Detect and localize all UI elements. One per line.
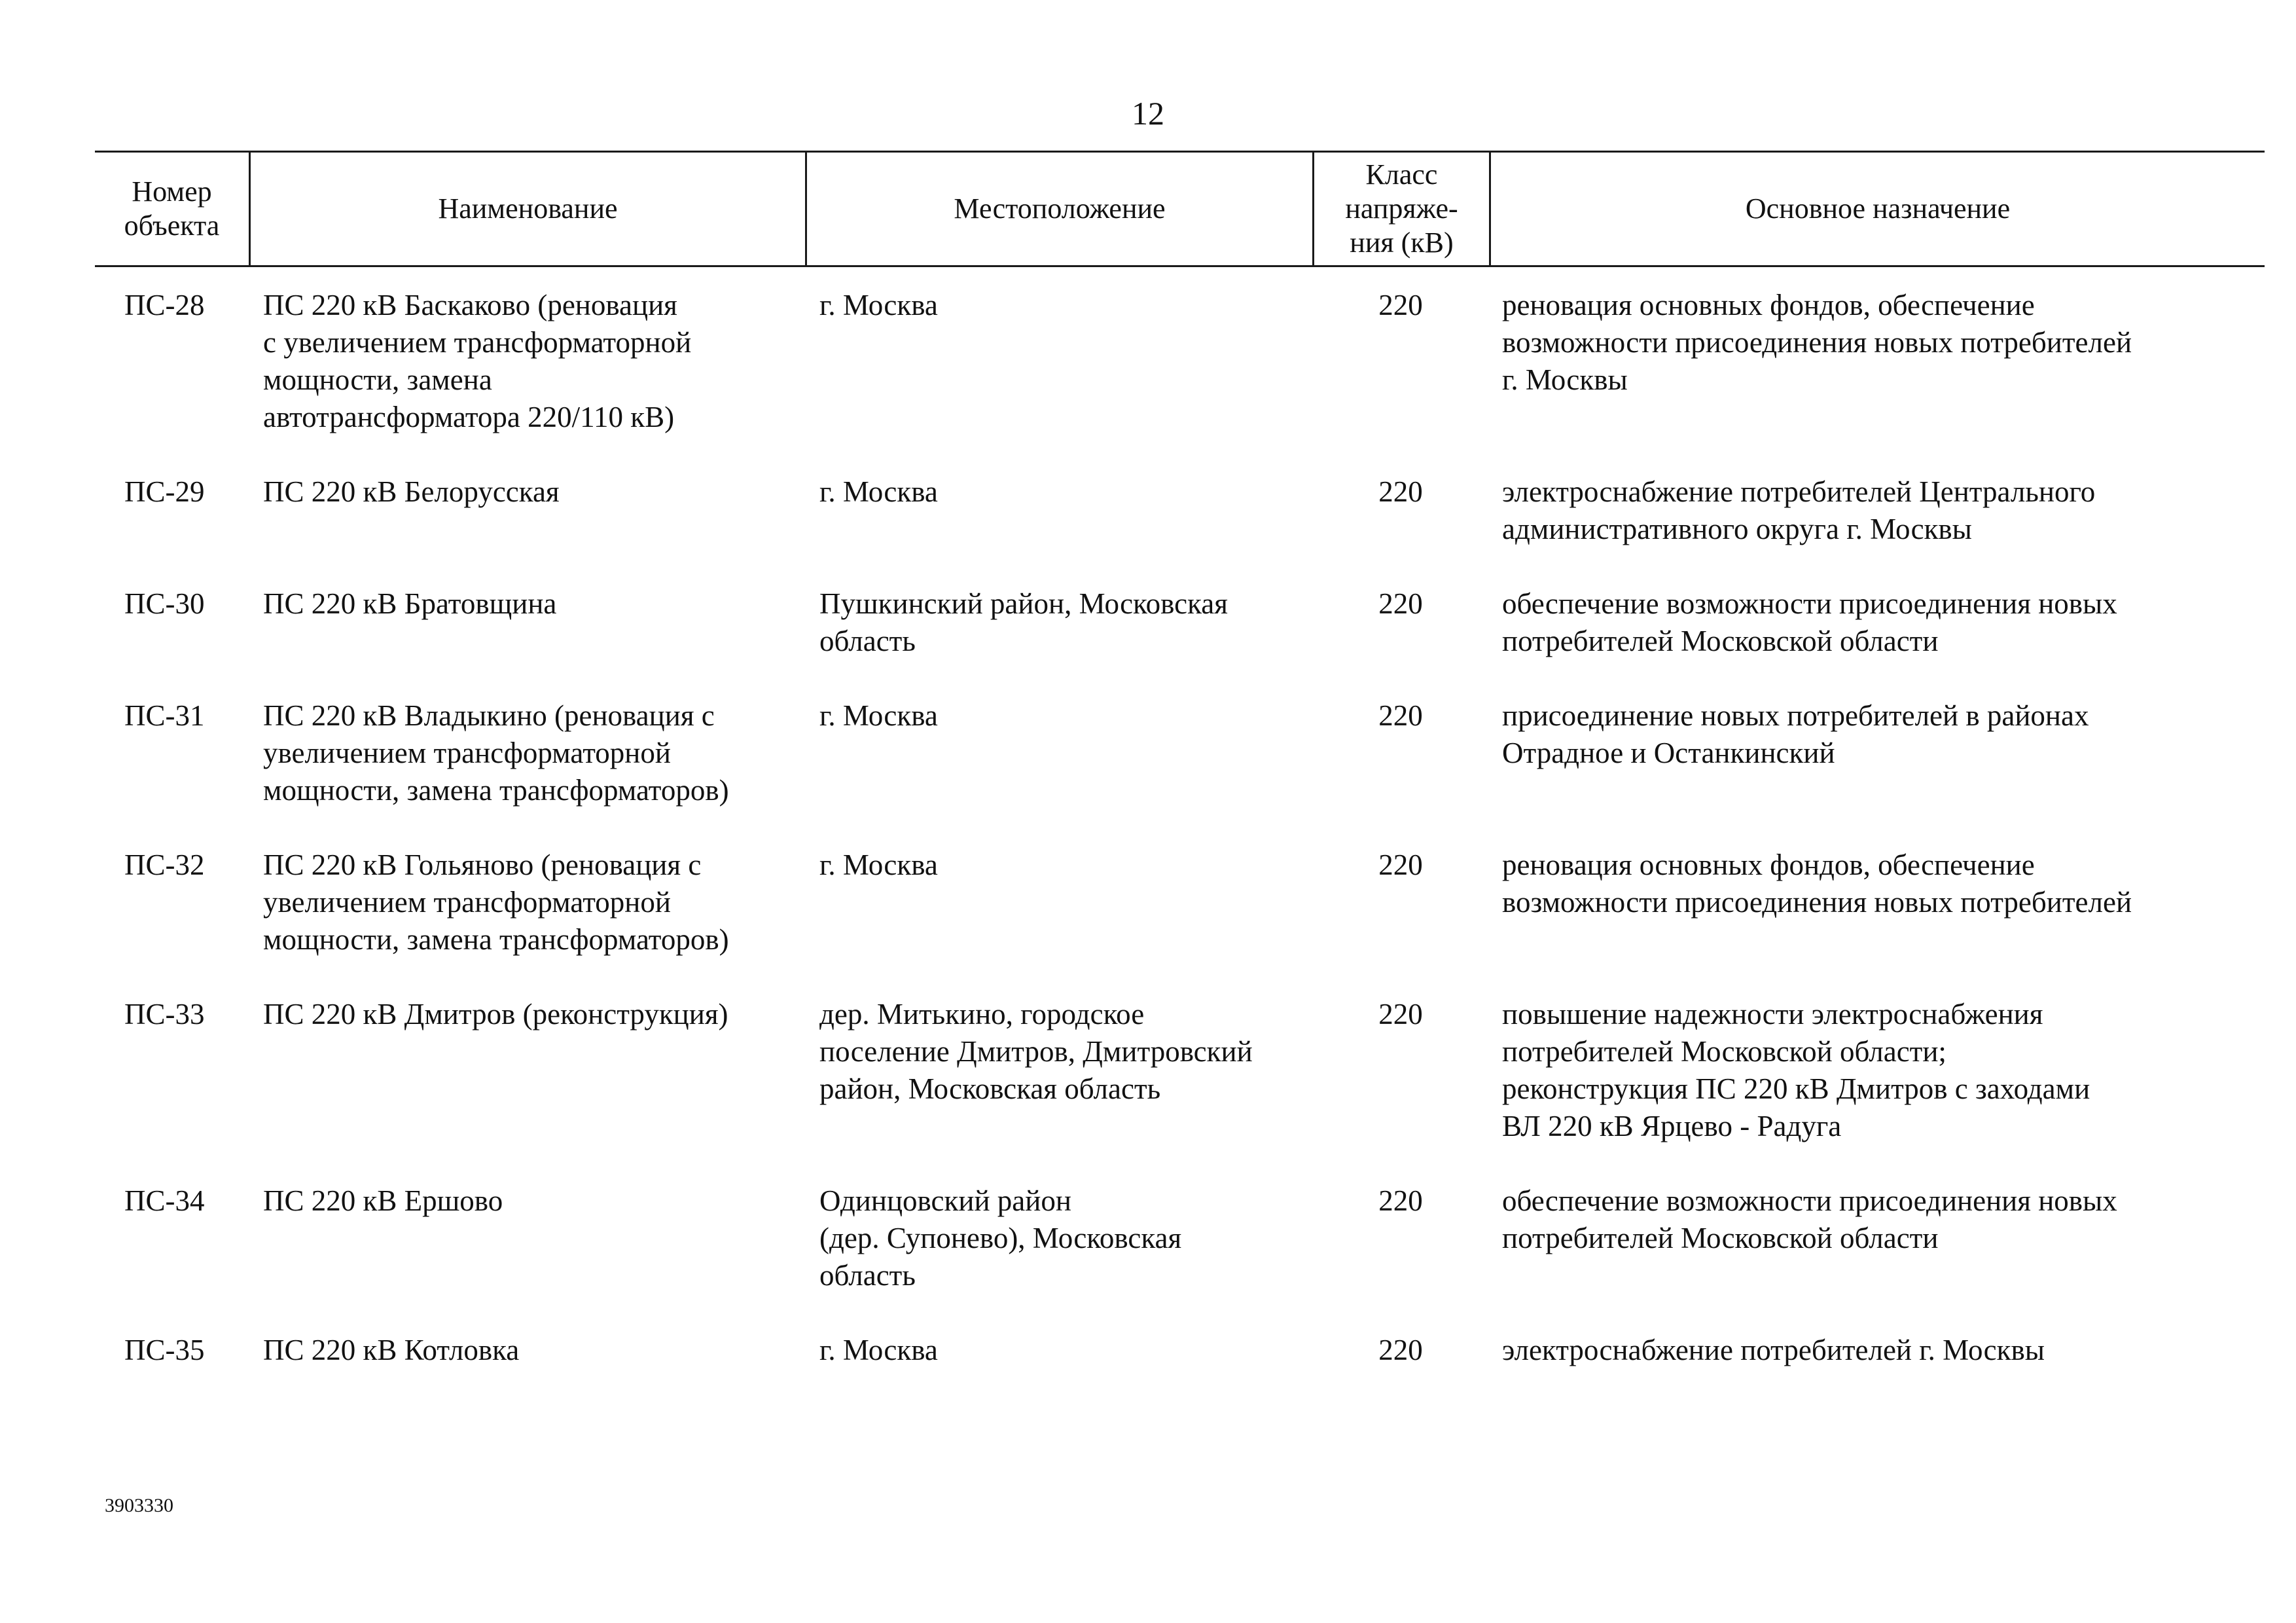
table-header [95,151,2265,267]
header-name: Наименование [249,153,805,265]
object-number: ПС-31 [124,699,205,732]
object-number: ПС-28 [124,289,205,321]
object-number: ПС-29 [124,475,205,508]
object-name: ПС 220 кВ Белорусская [263,475,560,508]
object-purpose: реновация основных фондов, обеспечение возможности присоединения новых потребителей г. Москвы [1502,289,2132,396]
object-purpose: обеспечение возможности присоединения новых потребителей Московской области [1502,587,2117,657]
table-body [95,267,2265,1369]
object-name: ПС 220 кВ Дмитров (реконструкция) [263,998,728,1030]
object-location: г. Москва [819,699,938,732]
objects-table [95,151,2265,1406]
header-purpose: Основное назначение [1489,153,2265,265]
table-row [95,287,2265,436]
object-location: дер. Митькино, городское поселение Дмитров, Дмитровский район, Московская область [819,998,1253,1105]
object-number: ПС-33 [124,998,205,1030]
object-voltage: 220 [1378,998,1423,1030]
object-voltage: 220 [1378,1184,1423,1217]
table-row [95,697,2265,809]
table-row [95,1182,2265,1294]
object-location: г. Москва [819,1334,938,1366]
object-purpose: присоединение новых потребителей в районах Отрадное и Останкинский [1502,699,2089,769]
object-name: ПС 220 кВ Гольяново (реновация с увеличением трансформаторной мощности, замена трансформаторов) [263,848,729,956]
header-number: Номер объекта [124,175,220,242]
object-number: ПС-34 [124,1184,205,1217]
document-code: 3903330 [105,1495,173,1516]
table-row [95,473,2265,548]
object-purpose: электроснабжение потребителей г. Москвы [1502,1334,2045,1366]
table-row [95,1332,2265,1369]
object-purpose: повышение надежности электроснабжения потребителей Московской области; реконструкция ПС 220 кВ Дмитров с заходами ВЛ 220 кВ Ярцево - Радуга [1502,998,2090,1142]
table-row [95,996,2265,1145]
object-voltage: 220 [1378,475,1423,508]
object-name: ПС 220 кВ Владыкино (реновация с увеличением трансформаторной мощности, замена трансформаторов) [263,699,729,807]
object-number: ПС-30 [124,587,205,620]
object-number: ПС-35 [124,1334,205,1366]
object-voltage: 220 [1378,587,1423,620]
object-location: г. Москва [819,848,938,881]
header-location: Местоположение [805,153,1312,265]
object-voltage: 220 [1378,1334,1423,1366]
object-name: ПС 220 кВ Котловка [263,1334,520,1366]
object-number: ПС-32 [124,848,205,881]
object-name: ПС 220 кВ Братовщина [263,587,557,620]
object-name: ПС 220 кВ Ершово [263,1184,503,1217]
object-location: г. Москва [819,475,938,508]
table-row [95,847,2265,958]
object-name: ПС 220 кВ Баскаково (реновация с увеличением трансформаторной мощности, замена автотрансформатора 220/110 кВ) [263,289,692,433]
object-voltage: 220 [1378,289,1423,321]
page-number: 12 [1132,95,1164,132]
header-voltage: Класс напряже- ния (кВ) [1312,153,1489,265]
object-purpose: реновация основных фондов, обеспечение возможности присоединения новых потребителей [1502,848,2132,919]
object-location: г. Москва [819,289,938,321]
object-purpose: обеспечение возможности присоединения новых потребителей Московской области [1502,1184,2117,1254]
object-location: Одинцовский район (дер. Супонево), Московская область [819,1184,1182,1292]
object-voltage: 220 [1378,848,1423,881]
table-row [95,585,2265,660]
object-voltage: 220 [1378,699,1423,732]
object-location: Пушкинский район, Московская область [819,587,1228,657]
object-purpose: электроснабжение потребителей Центрального административного округа г. Москвы [1502,475,2096,545]
